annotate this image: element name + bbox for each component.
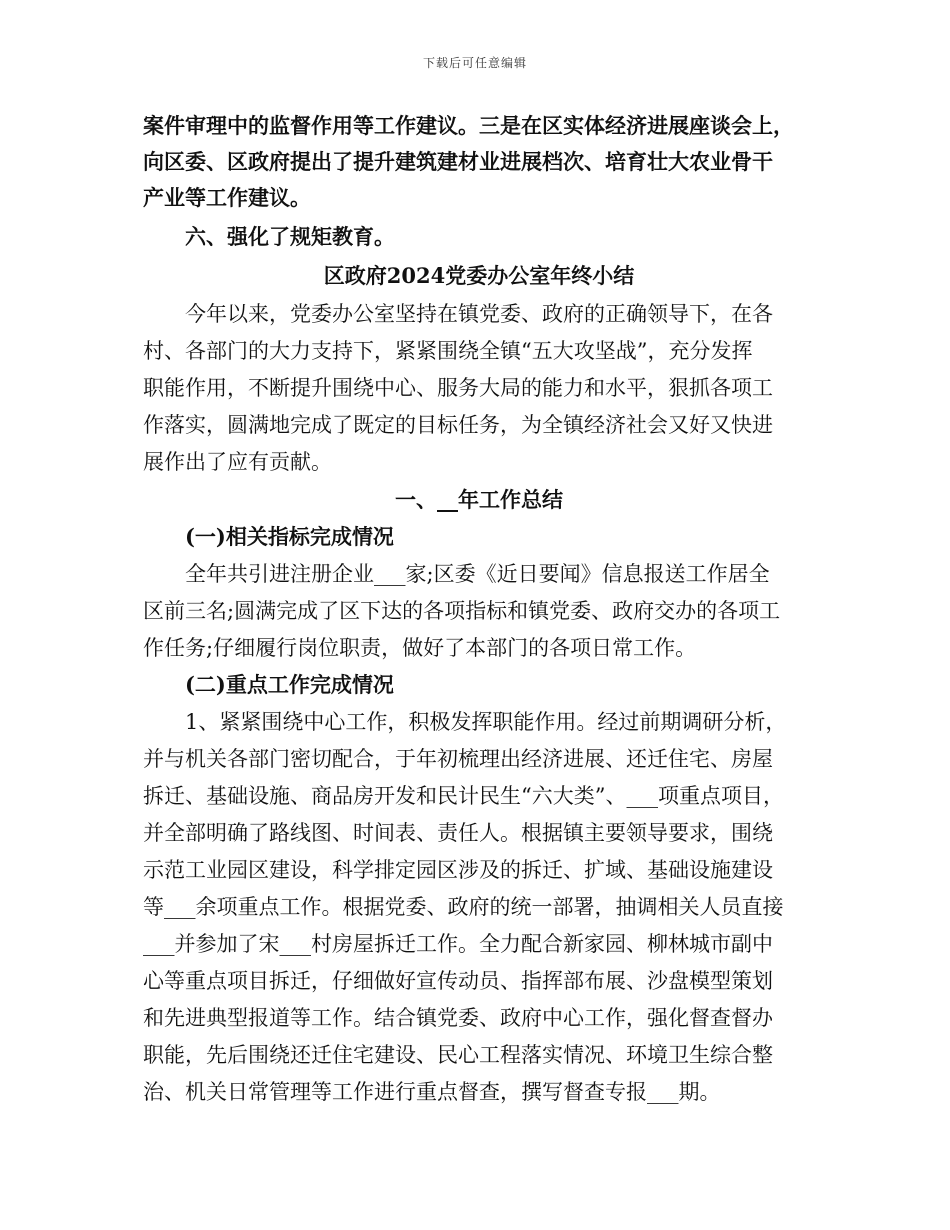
paragraph-line: 案件审理中的监督作用等工作建议。三是在区实体经济进展座谈会上，: [143, 113, 794, 138]
paragraph-line: 心等重点项目拆迁，仔细做好宣传动员、指挥部布展、沙盘模型策划: [143, 969, 773, 993]
paragraph-line: 治、机关日常管理等工作进行重点督查，撰写督查专报___期。: [143, 1080, 721, 1104]
section-heading: 六、强化了规矩教育。: [185, 224, 395, 249]
paragraph-line: 拆迁、基础设施、商品房开发和民计民生“六大类”、___项重点项目，: [143, 784, 784, 808]
paragraph-line: 1、紧紧围绕中心工作，积极发挥职能作用。经过前期调研分析，: [185, 710, 787, 734]
paragraph-line: 职能，先后围绕还迁住宅建设、民心工程落实情况、环境卫生综合整: [143, 1043, 773, 1067]
paragraph-line: 和先进典型报道等工作。结合镇党委、政府中心工作，强化督查督办: [143, 1006, 773, 1030]
paragraph-line: ___并参加了宋___村房屋拆迁工作。全力配合新家园、柳林城市副中: [143, 932, 773, 956]
paragraph-line: 并与机关各部门密切配合，于年初梳理出经济进展、还迁住宅、房屋: [143, 747, 773, 771]
paragraph-line: 职能作用，不断提升围绕中心、服务大局的能力和水平，狠抓各项工: [143, 376, 773, 400]
paragraph-line: 今年以来，党委办公室坚持在镇党委、政府的正确领导下，在各: [185, 302, 773, 326]
paragraph-line: 村、各部门的大力支持下，紧紧围绕全镇“五大攻坚战”，充分发挥: [143, 339, 753, 363]
download-note: 下载后可任意编辑: [422, 56, 527, 70]
paragraph-line: 全年共引进注册企业___家;区委《近日要闻》信息报送工作居全: [185, 562, 770, 586]
section-heading: 一、__年工作总结: [395, 487, 563, 512]
subsection-heading: (二)重点工作完成情况: [185, 672, 394, 697]
paragraph-line: 作任务;仔细履行岗位职责，做好了本部门的各项日常工作。: [143, 636, 697, 660]
paragraph-line: 产业等工作建议。: [143, 185, 311, 210]
paragraph-line: 等___余项重点工作。根据党委、政府的统一部署，抽调相关人员直接: [143, 895, 784, 919]
subsection-heading: (一)相关指标完成情况: [185, 524, 394, 549]
paragraph-line: 区前三名;圆满完成了区下达的各项指标和镇党委、政府交办的各项工: [143, 599, 781, 623]
paragraph-line: 示范工业园区建设，科学排定园区涉及的拆迁、扩域、基础设施建设: [143, 858, 773, 882]
paragraph-line: 展作出了应有贡献。: [143, 450, 332, 474]
document-title: 区政府2024党委办公室年终小结: [323, 263, 635, 288]
paragraph-line: 作落实，圆满地完成了既定的目标任务，为全镇经济社会又好又快进: [143, 413, 773, 437]
paragraph-line: 并全部明确了路线图、时间表、责任人。根据镇主要领导要求，围绕: [143, 821, 773, 845]
paragraph-line: 向区委、区政府提出了提升建筑建材业进展档次、培育壮大农业骨干: [143, 149, 773, 174]
